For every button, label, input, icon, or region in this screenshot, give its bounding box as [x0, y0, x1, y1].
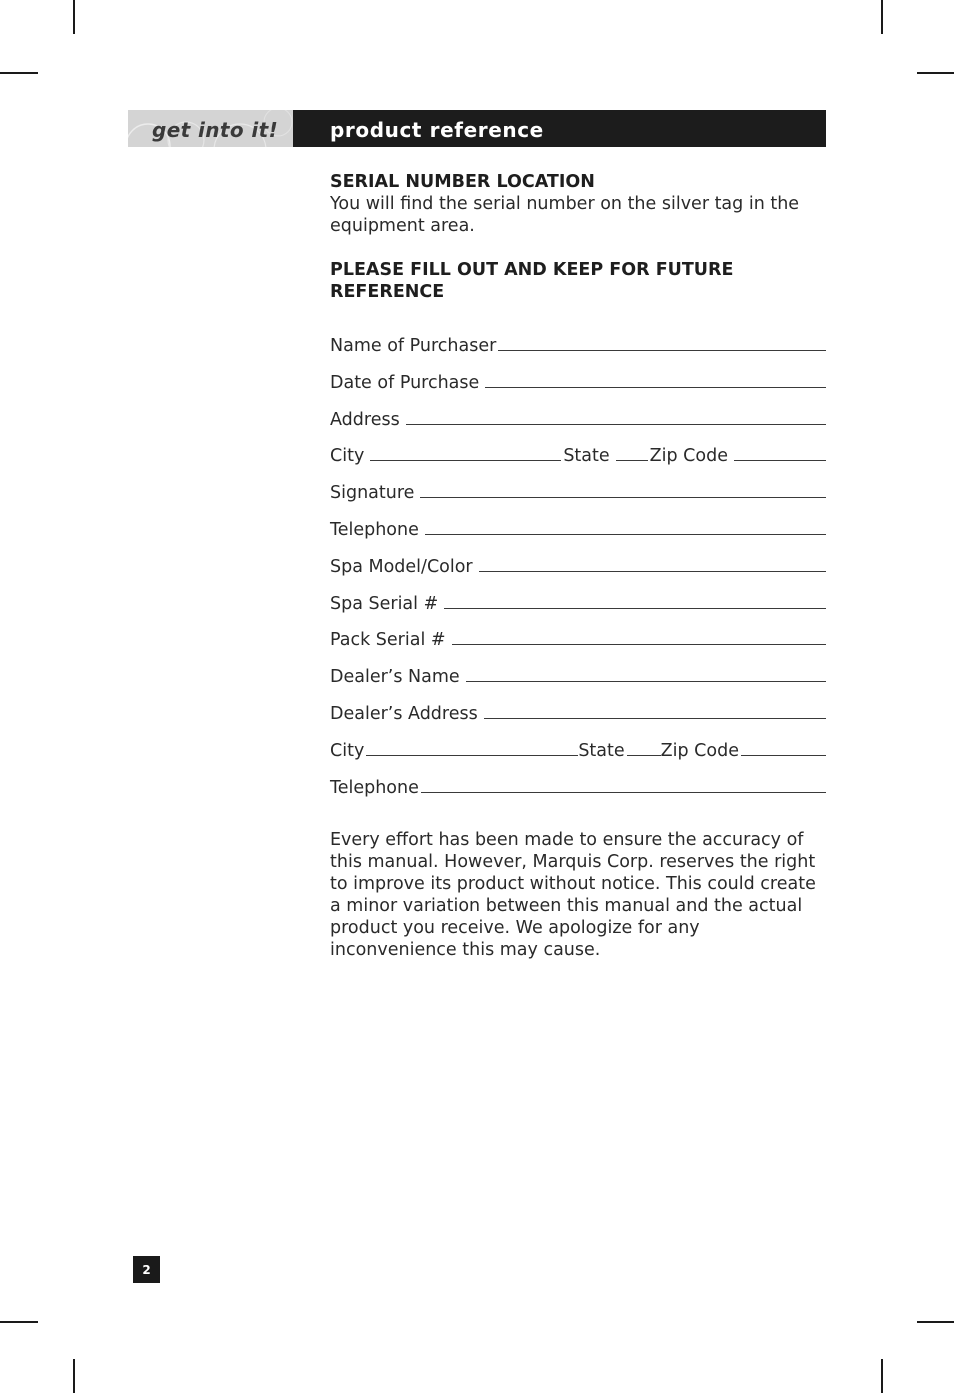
dealer-telephone-field[interactable]	[421, 778, 826, 793]
state-label: State	[563, 446, 610, 467]
form-row-dealer-city-state-zip	[330, 740, 826, 777]
dealer-city-label: City	[330, 740, 365, 761]
main-content	[330, 171, 826, 961]
city-label: City	[330, 446, 365, 467]
form-row-signature	[330, 482, 826, 519]
dealer-state-field[interactable]	[627, 741, 661, 756]
dealer-zip-code-field[interactable]	[741, 741, 826, 756]
purchaser-name-label: Name of Purchaser	[330, 336, 497, 356]
form-row-dealer-address	[330, 703, 826, 740]
purchase-date-label: Date of Purchase	[330, 372, 480, 393]
zip-code-field[interactable]	[734, 446, 826, 461]
dealer-name-field[interactable]	[466, 667, 826, 682]
section-title: product reference	[330, 118, 544, 142]
fill-out-heading: PLEASE FILL OUT AND KEEP FOR FUTURE REFERENCE	[330, 260, 734, 302]
address-label: Address	[330, 409, 400, 430]
purchaser-name-field[interactable]	[498, 336, 826, 351]
form-row-telephone	[330, 519, 826, 556]
spa-model-field[interactable]	[479, 557, 826, 572]
serial-location-heading: SERIAL NUMBER LOCATION	[330, 172, 595, 192]
form-row-city-state-zip	[330, 445, 826, 482]
product-reference-form	[330, 335, 826, 813]
purchase-date-field[interactable]	[485, 373, 826, 388]
header-tagline: get into it!	[152, 118, 279, 142]
form-row-address	[330, 409, 826, 446]
pack-serial-label: Pack Serial #	[330, 630, 446, 651]
crop-mark	[73, 0, 75, 34]
form-row-spa-serial	[330, 593, 826, 630]
spa-serial-label: Spa Serial #	[330, 593, 439, 614]
city-field[interactable]	[370, 446, 561, 461]
address-field[interactable]	[406, 410, 826, 425]
header-title-bar	[293, 110, 826, 147]
signature-label: Signature	[330, 483, 415, 504]
crop-mark	[881, 1359, 883, 1393]
serial-location-text: You will find the serial number on the silver tag in the equipment area.	[330, 194, 800, 236]
dealer-state-label: State	[578, 740, 625, 761]
form-row-dealer-name	[330, 666, 826, 703]
page-number: 2	[133, 1256, 160, 1283]
telephone-label: Telephone	[330, 519, 419, 540]
crop-mark	[0, 1321, 38, 1323]
pack-serial-field[interactable]	[452, 630, 826, 645]
state-field[interactable]	[616, 446, 648, 461]
crop-mark	[73, 1359, 75, 1393]
form-row-purchase-date	[330, 372, 826, 409]
form-row-pack-serial	[330, 629, 826, 666]
telephone-field[interactable]	[425, 520, 826, 535]
zip-code-label: Zip Code	[649, 446, 728, 467]
dealer-zip-code-label: Zip Code	[660, 740, 739, 761]
disclaimer-text: Every effort has been made to ensure the accuracy of this manual. However, Marquis Corp. reserves the right to improve its product without notice. This could create a minor variation between this manual and the actual product you receive. We apologize for any inconvenience this may cause.	[330, 830, 816, 961]
dealer-telephone-label: Telephone	[330, 777, 419, 798]
dealer-city-field[interactable]	[366, 741, 578, 756]
dealer-address-label: Dealer’s Address	[330, 703, 478, 724]
crop-mark	[917, 1321, 954, 1323]
form-row-spa-model	[330, 556, 826, 593]
crop-mark	[0, 72, 38, 74]
crop-mark	[917, 72, 954, 74]
form-row-purchaser-name	[330, 335, 826, 372]
signature-field[interactable]	[420, 483, 826, 498]
dealer-name-label: Dealer’s Name	[330, 667, 460, 688]
form-row-dealer-telephone	[330, 777, 826, 814]
spa-model-label: Spa Model/Color	[330, 556, 473, 577]
spa-serial-field[interactable]	[444, 594, 826, 609]
dealer-address-field[interactable]	[484, 704, 826, 719]
crop-mark	[881, 0, 883, 34]
header-tagline-panel	[128, 110, 293, 147]
